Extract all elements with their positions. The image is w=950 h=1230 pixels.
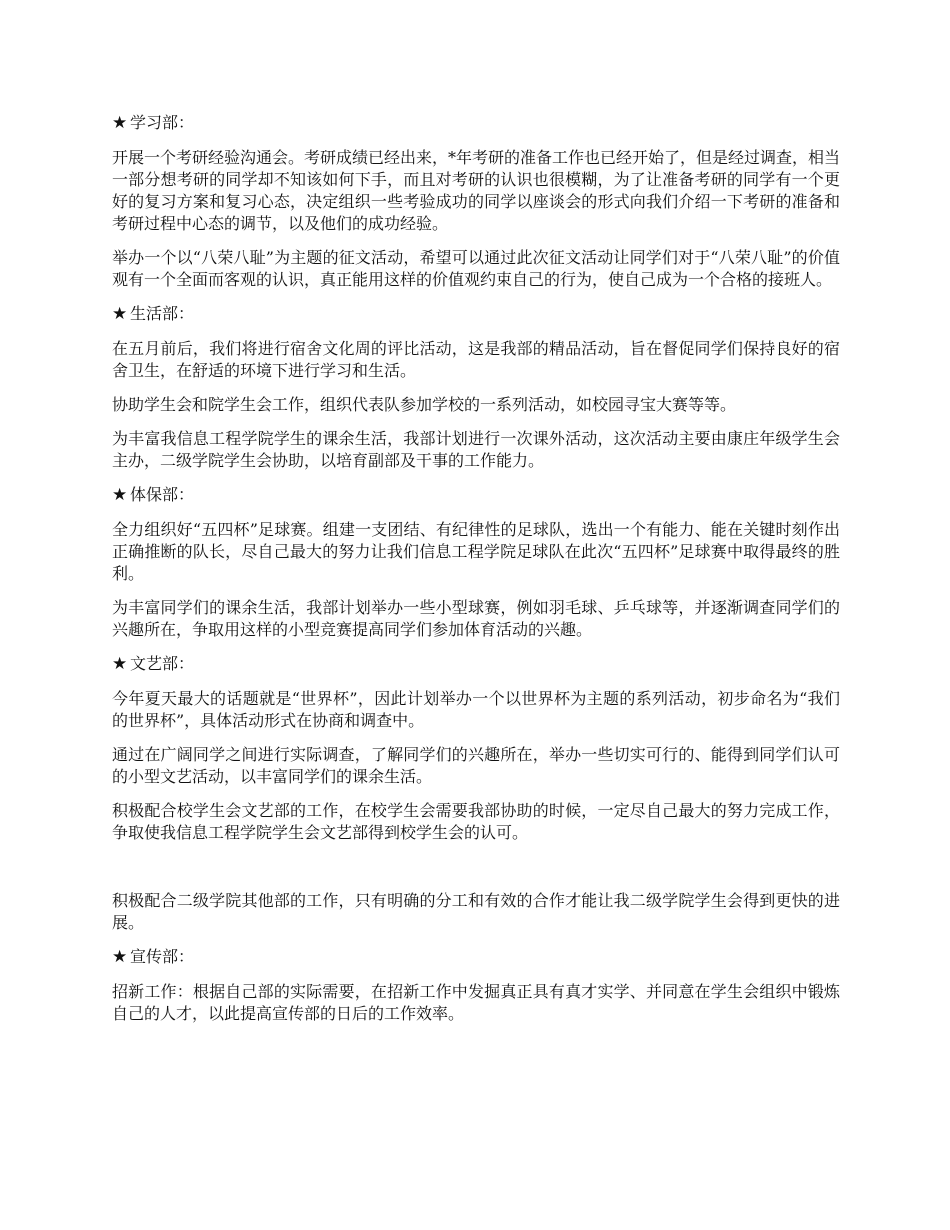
paragraph: 积极配合二级学院其他部的工作，只有明确的分工和有效的合作才能让我二级学院学生会得到更快的进展。 bbox=[112, 891, 840, 932]
section-title: 生活部： bbox=[130, 304, 195, 323]
section-heading-publicity bbox=[112, 946, 840, 968]
paragraph: 招新工作：根据自己部的实际需要，在招新工作中发掘真正具有真才实学、并同意在学生会组织中锻炼自己的人才，以此提高宣传部的日后的工作效率。 bbox=[112, 982, 840, 1023]
paragraph: 今年夏天最大的话题就是“世界杯”，因此计划举办一个以世界杯为主题的系列活动，初步命名为“我们的世界杯”，具体活动形式在协商和调查中。 bbox=[112, 689, 840, 730]
section-heading-sports bbox=[112, 484, 840, 506]
star-icon: ★ bbox=[112, 113, 128, 133]
paragraph: 积极配合校学生会文艺部的工作，在校学生会需要我部协助的时候，一定尽自己最大的努力完成工作，争取使我信息工程学院学生会文艺部得到校学生会的认可。 bbox=[112, 801, 840, 842]
star-icon: ★ bbox=[112, 485, 128, 505]
section-heading-arts bbox=[112, 653, 840, 675]
paragraph: 协助学生会和院学生会工作，组织代表队参加学校的一系列活动，如校园寻宝大赛等等。 bbox=[112, 395, 737, 414]
section-title: 宣传部： bbox=[130, 947, 195, 966]
section-title: 文艺部： bbox=[130, 654, 195, 673]
paragraph: 在五月前后，我们将进行宿舍文化周的评比活动，这是我部的精品活动，旨在督促同学们保持良好的宿舍卫生，在舒适的环境下进行学习和生活。 bbox=[112, 339, 840, 380]
paragraph: 通过在广阔同学之间进行实际调查，了解同学们的兴趣所在，举办一些切实可行的、能得到同学们认可的小型文艺活动，以丰富同学们的课余生活。 bbox=[112, 745, 840, 786]
star-icon: ★ bbox=[112, 654, 128, 674]
paragraph: 开展一个考研经验沟通会。考研成绩已经出来，*年考研的准备工作也已经开始了，但是经过调查，相当一部分想考研的同学却不知该如何下手，而且对考研的认识也很模糊，为了让准备考研的同学有一个更好的复习方案和复习心态，决定组织一些考验成功的同学以座谈会的形式向我们介绍一下考研的准备和考研过程中心态的调节，以及他们的成功经验。 bbox=[112, 148, 841, 233]
section-title: 学习部： bbox=[130, 113, 195, 132]
paragraph: 举办一个以“八荣八耻”为主题的征文活动，希望可以通过此次征文活动让同学们对于“八荣八耻”的价值观有一个全面而客观的认识，真正能用这样的价值观约束自己的行为，使自己成为一个合格的接班人。 bbox=[112, 248, 840, 289]
star-icon: ★ bbox=[112, 304, 128, 324]
star-icon: ★ bbox=[112, 947, 128, 967]
paragraph: 为丰富同学们的课余生活，我部计划举办一些小型球赛，例如羽毛球、乒乓球等，并逐渐调查同学们的兴趣所在，争取用这样的小型竞赛提高同学们参加体育活动的兴趣。 bbox=[112, 598, 840, 639]
section-heading-study bbox=[112, 112, 840, 134]
section-title: 体保部： bbox=[130, 485, 195, 504]
paragraph-spacer bbox=[112, 856, 840, 890]
paragraph: 为丰富我信息工程学院学生的课余生活，我部计划进行一次课外活动，这次活动主要由康庄年级学生会主办，二级学院学生会协助，以培育副部及干事的工作能力。 bbox=[112, 429, 840, 470]
section-heading-life bbox=[112, 303, 840, 325]
paragraph: 全力组织好“五四杯”足球赛。组建一支团结、有纪律性的足球队，选出一个有能力、能在关键时刻作出正确推断的队长，尽自己最大的努力让我们信息工程学院足球队在此次“五四杯”足球赛中取得最终的胜利。 bbox=[112, 520, 840, 583]
